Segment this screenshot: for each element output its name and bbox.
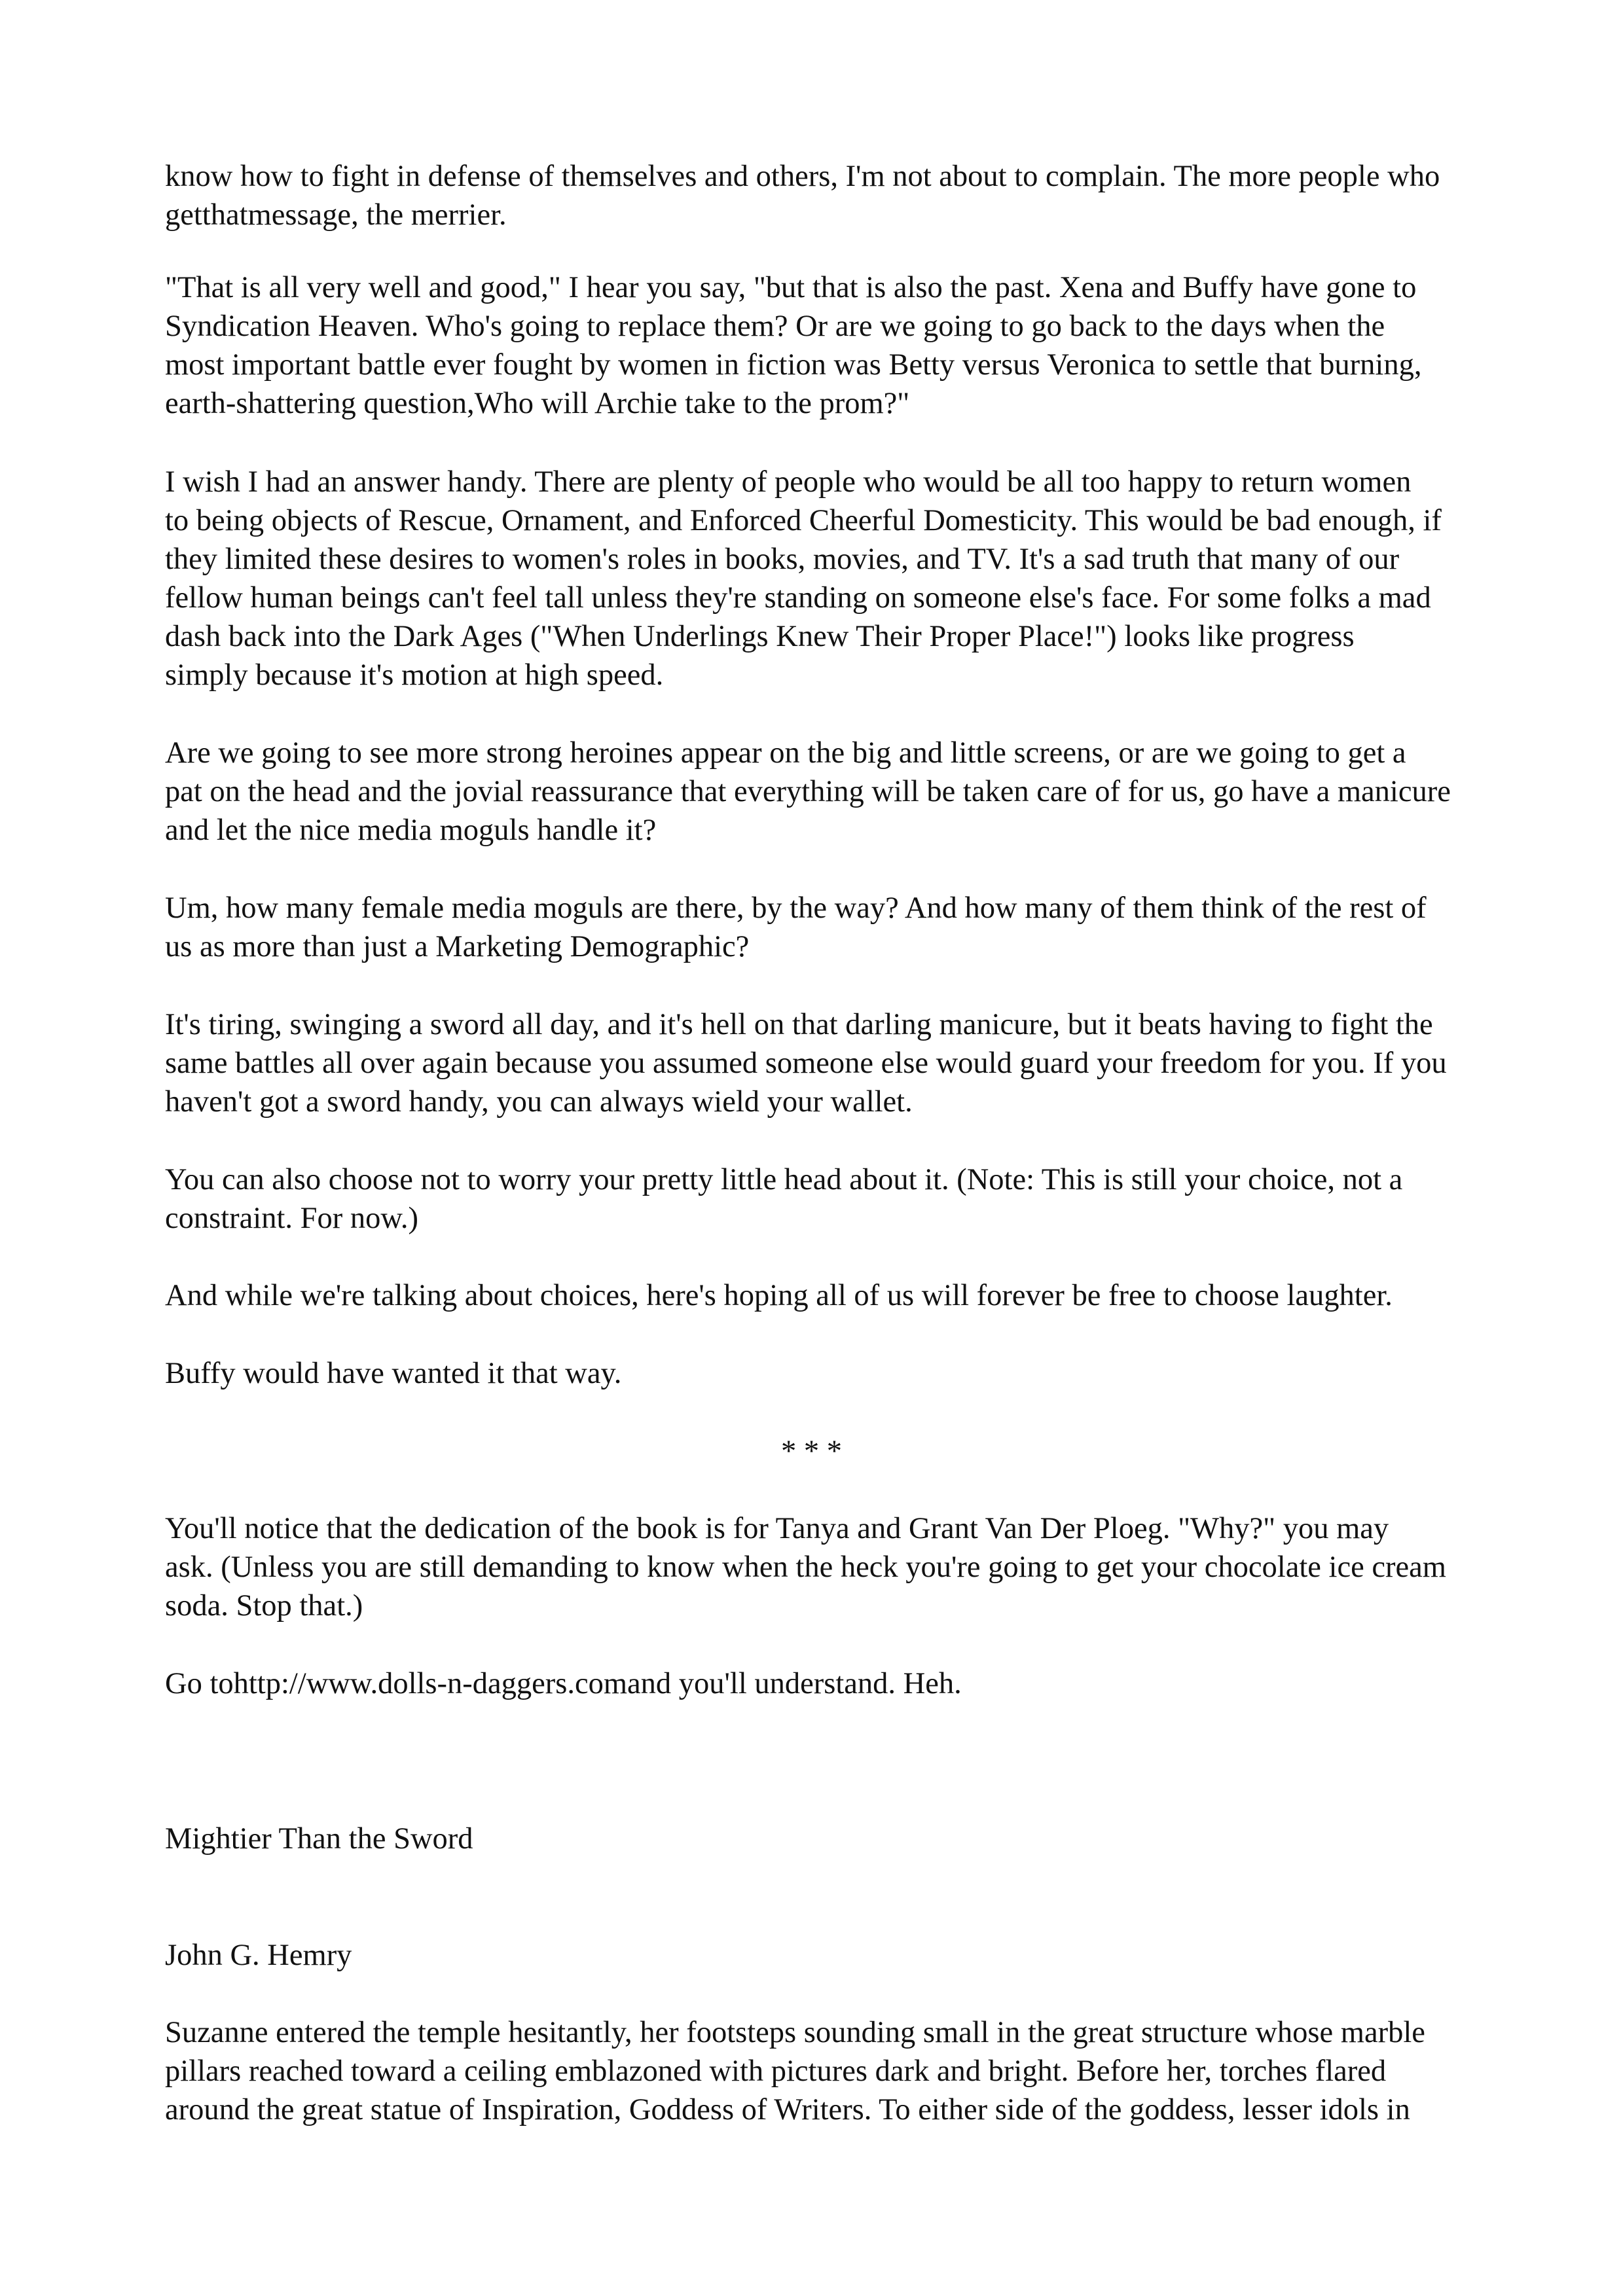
text-line: ask. (Unless you are still demanding to know when the heck you're going to get your chocolate ice cream — [165, 1551, 1446, 1584]
text-line: You can also choose not to worry your pretty little head about it. (Note: This is still your choice, not a — [165, 1163, 1403, 1196]
text-line: It's tiring, swinging a sword all day, and it's hell on that darling manicure, but it beats having to fight the — [165, 1008, 1433, 1041]
text-line: haven't got a sword handy, you can always wield your wallet. — [165, 1085, 913, 1119]
text-line: dash back into the Dark Ages ("When Underlings Knew Their Proper Place!") looks like progress — [165, 620, 1355, 653]
text-line: to being objects of Rescue, Ornament, and Enforced Cheerful Domesticity. This would be bad enough, if — [165, 504, 1442, 537]
paragraph-pretty-head — [165, 1160, 1465, 1238]
text-line: most important battle ever fought by women in fiction was Betty versus Veronica to settle that burning, — [165, 348, 1422, 382]
paragraph-choose-laughter — [165, 1276, 1465, 1315]
text-line: getthatmessage, the merrier. — [165, 198, 507, 232]
text-line: I wish I had an answer handy. There are plenty of people who would be all too happy to return women — [165, 465, 1412, 499]
text-line: fellow human beings can't feel tall unless they're standing on someone else's face. For some folks a mad — [165, 581, 1431, 615]
text-line: Syndication Heaven. Who's going to replace them? Or are we going to go back to the days when the — [165, 310, 1385, 343]
text-line: know how to fight in defense of themselves and others, I'm not about to complain. The more people who — [165, 160, 1440, 193]
story-author — [165, 1936, 1465, 1975]
paragraph-temple — [165, 2013, 1465, 2129]
paragraph-swinging-sword — [165, 1005, 1465, 1121]
text-line: earth-shattering question,Who will Archie take to the prom?" — [165, 387, 910, 420]
text-line: Suzanne entered the temple hesitantly, her footsteps sounding small in the great structure whose marble — [165, 2016, 1425, 2049]
text-line: You'll notice that the dedication of the book is for Tanya and Grant Van Der Ploeg. "Why?" you may — [165, 1512, 1389, 1545]
text-line: and let the nice media moguls handle it? — [165, 814, 657, 847]
text-line: constraint. For now.) — [165, 1202, 419, 1235]
paragraph-past-question — [165, 268, 1465, 423]
paragraph-dedication — [165, 1509, 1465, 1625]
paragraph-website — [165, 1664, 1465, 1703]
text-line: Um, how many female media moguls are there, by the way? And how many of them think of the rest of — [165, 891, 1427, 925]
text-line: John G. Hemry — [165, 1939, 352, 1972]
paragraph-answer-handy — [165, 463, 1465, 694]
text-line: And while we're talking about choices, here's hoping all of us will forever be free to choose laughter. — [165, 1279, 1393, 1312]
paragraph-strong-heroines — [165, 734, 1465, 850]
paragraph-buffy — [165, 1354, 1465, 1393]
text-line: Mightier Than the Sword — [165, 1822, 473, 1856]
text-line: soda. Stop that.) — [165, 1589, 363, 1623]
text-line: "That is all very well and good," I hear you say, "but that is also the past. Xena and Buffy have gone to — [165, 271, 1417, 304]
text-line: pillars reached toward a ceiling emblazoned with pictures dark and bright. Before her, torches flared — [165, 2054, 1387, 2088]
text-line: same battles all over again because you assumed someone else would guard your freedom for you. If you — [165, 1047, 1447, 1080]
text-line: pat on the head and the jovial reassurance that everything will be taken care of for us, go have a manicure — [165, 775, 1451, 808]
text-line: us as more than just a Marketing Demographic? — [165, 930, 750, 963]
text-line: Go tohttp://www.dolls-n-daggers.comand you'll understand. Heh. — [165, 1667, 962, 1700]
paragraph-continuation — [165, 157, 1465, 234]
text-line: they limited these desires to women's roles in books, movies, and TV. It's a sad truth that many of our — [165, 543, 1400, 576]
story-title — [165, 1820, 1465, 1858]
text-line: Are we going to see more strong heroines appear on the big and little screens, or are we going to get a — [165, 736, 1406, 770]
section-break: * * * — [781, 1435, 842, 1468]
text-line: around the great statue of Inspiration, Goddess of Writers. To either side of the goddess, lesser idols in — [165, 2093, 1410, 2126]
text-line: simply because it's motion at high speed. — [165, 658, 664, 692]
paragraph-media-moguls — [165, 889, 1465, 966]
text-line: Buffy would have wanted it that way. — [165, 1357, 622, 1390]
